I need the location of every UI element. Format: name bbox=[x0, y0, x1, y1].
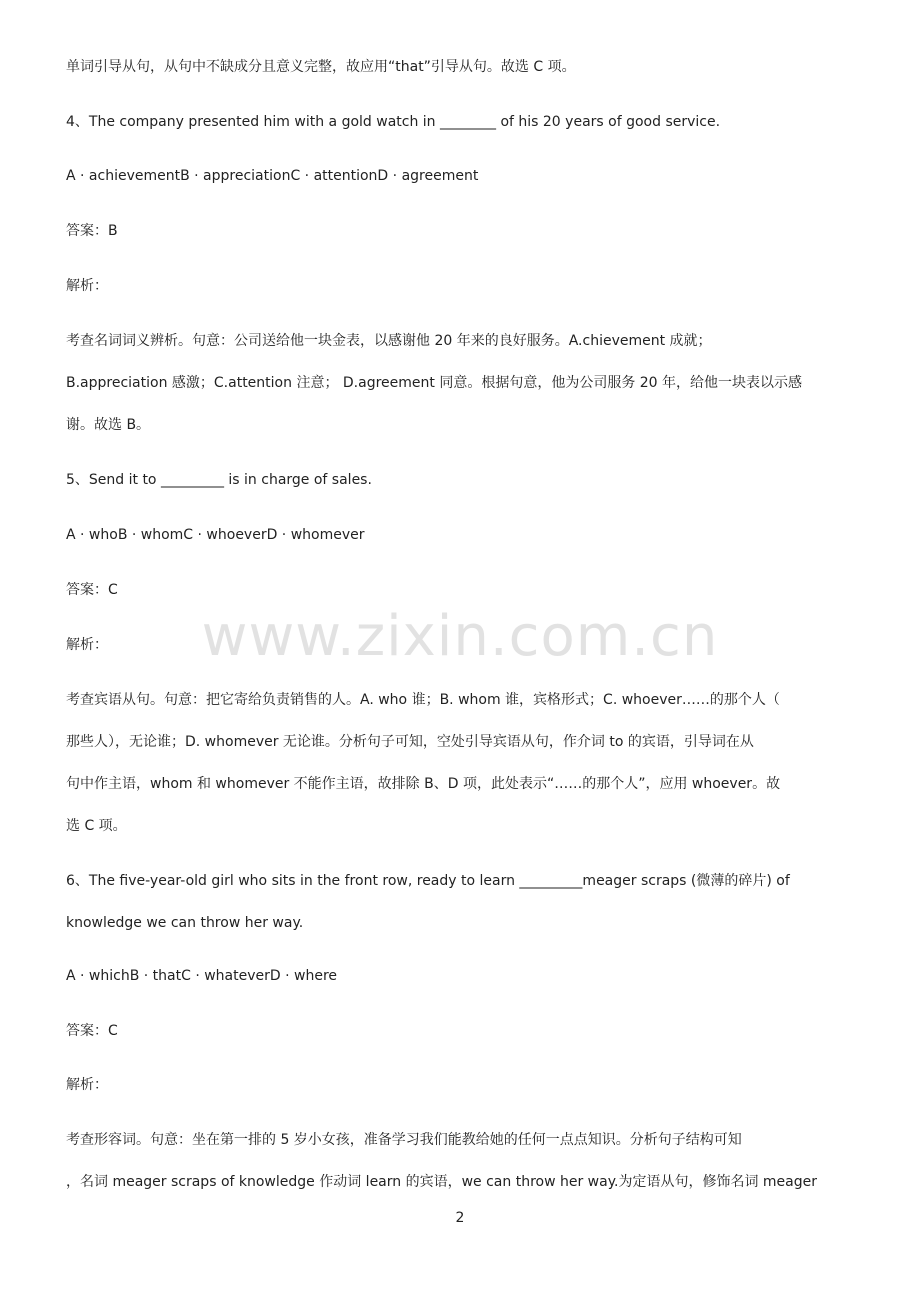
q5-analysis-label: 解析： bbox=[66, 637, 108, 653]
q6-options: A · whichB · thatC · whateverD · where bbox=[66, 968, 338, 984]
q5-question: 5、Send it to _________ is in charge of sales. bbox=[66, 472, 372, 488]
q4-options: A · achievementB · appreciationC · attentionD · agreement bbox=[66, 168, 479, 184]
q6-explanation bbox=[66, 1119, 856, 1203]
q5-options: A · whoB · whomC · whoeverD · whomever bbox=[66, 527, 365, 543]
q4-explanation-line: 考查名词词义辨析。句意：公司送给他一块金表，以感谢他 20 年来的良好服务。A.chievement 成就； bbox=[66, 333, 712, 349]
q4-explanation bbox=[66, 320, 856, 446]
q5-explanation-line: 句中作主语，whom 和 whomever 不能作主语，故排除 B、D 项，此处表示“……的那个人”，应用 whoever。故 bbox=[66, 776, 781, 792]
q5-explanation-line: 选 C 项。 bbox=[66, 818, 127, 834]
watermark: www.zixin.com.cn bbox=[201, 604, 719, 669]
q6-analysis-label: 解析： bbox=[66, 1077, 108, 1093]
q4-answer: 答案：B bbox=[66, 223, 118, 239]
q6-question-line: 6、The five-year-old girl who sits in the front row, ready to learn _________meager scraps (微薄的碎片) of bbox=[66, 873, 790, 889]
q4-explanation-line: B.appreciation 感激；C.attention 注意； D.agreement 同意。根据句意，他为公司服务 20 年，给他一块表以示感 bbox=[66, 375, 803, 391]
q3-explanation-end: 单词引导从句，从句中不缺成分且意义完整，故应用“that”引导从句。故选 C 项。 bbox=[66, 59, 576, 75]
q6-explanation-line: 考查形容词。句意：坐在第一排的 5 岁小女孩，准备学习我们能教给她的任何一点点知识。分析句子结构可知 bbox=[66, 1132, 742, 1148]
q6-question-line: knowledge we can throw her way. bbox=[66, 915, 304, 931]
q6-answer: 答案：C bbox=[66, 1023, 118, 1039]
q4-analysis-label: 解析： bbox=[66, 278, 108, 294]
q6-question bbox=[66, 860, 856, 944]
q5-explanation-line: 那些人），无论谁；D. whomever 无论谁。分析句子可知，空处引导宾语从句，作介词 to 的宾语，引导词在从 bbox=[66, 734, 754, 750]
page-number: 2 bbox=[455, 1210, 465, 1226]
q5-explanation bbox=[66, 679, 856, 847]
q4-explanation-line: 谢。故选 B。 bbox=[66, 417, 151, 433]
q4-question: 4、The company presented him with a gold watch in ________ of his 20 years of good service. bbox=[66, 114, 721, 130]
q6-explanation-line: ，名词 meager scraps of knowledge 作动词 learn 的宾语，we can throw her way.为定语从句，修饰名词 meager bbox=[66, 1174, 817, 1190]
q5-answer: 答案：C bbox=[66, 582, 118, 598]
q5-explanation-line: 考查宾语从句。句意：把它寄给负责销售的人。A. who 谁；B. whom 谁，宾格形式；C. whoever……的那个人（ bbox=[66, 692, 780, 708]
